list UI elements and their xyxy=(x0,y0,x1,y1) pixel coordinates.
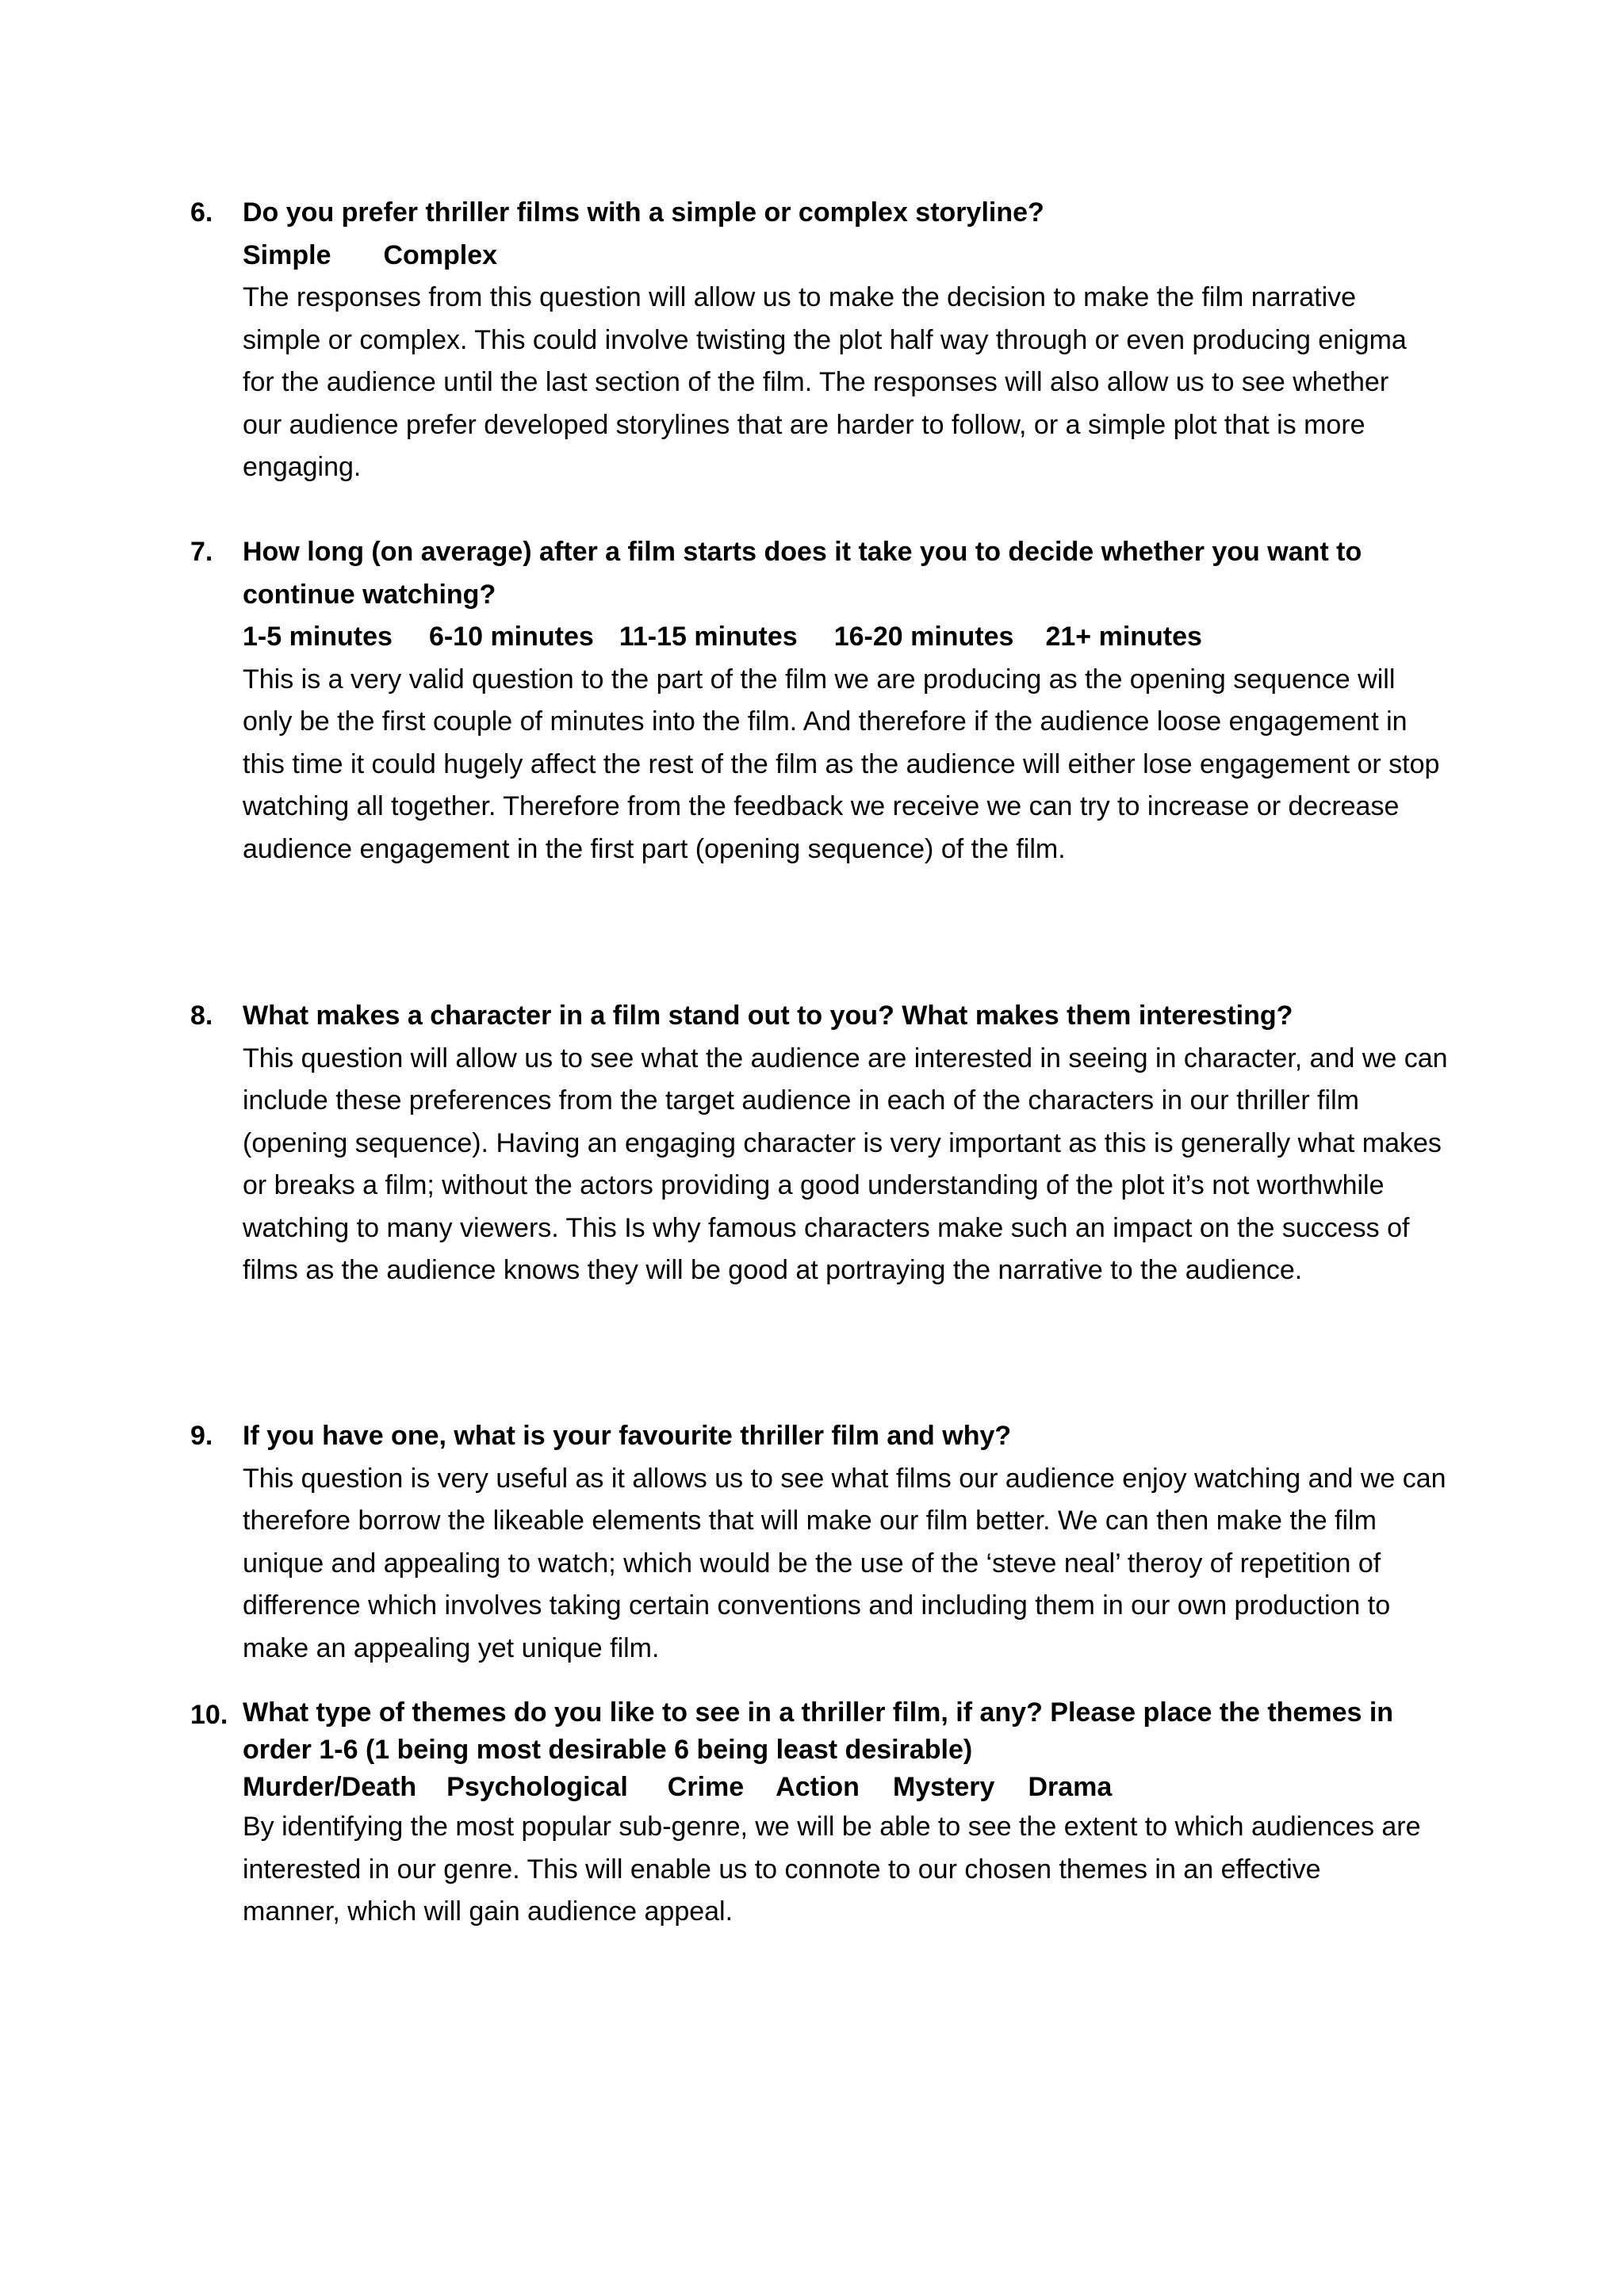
question-7 xyxy=(190,531,1448,871)
option-16-20-minutes: 16-20 minutes xyxy=(833,622,1014,652)
option-6-10-minutes: 6-10 minutes xyxy=(428,622,594,652)
question-number: 7. xyxy=(190,537,213,567)
question-title: What makes a character in a film stand out to you? What makes them interesting? xyxy=(243,1001,1293,1031)
option-drama: Drama xyxy=(1028,1772,1113,1802)
question-9 xyxy=(190,1415,1448,1670)
question-6 xyxy=(190,192,1448,489)
answer-options xyxy=(243,616,1448,659)
option-action: Action xyxy=(776,1772,860,1802)
question-number: 9. xyxy=(190,1421,213,1451)
question-explanation: The responses from this question will allow us to make the decision to make the film narrative simple or complex. This could involve twisting the plot half way through or even producing enigma for the audience until the last section of the film. The responses will also allow us to see whether our audience prefer developed storylines that are harder to follow, or a simple plot that is more engaging. xyxy=(243,282,1407,482)
option-simple: Simple xyxy=(243,239,331,270)
answer-options xyxy=(243,235,1448,277)
question-number: 10. xyxy=(190,1700,228,1730)
option-murder-death: Murder/Death xyxy=(243,1772,417,1802)
option-crime: Crime xyxy=(667,1772,745,1802)
question-number: 6. xyxy=(190,197,213,228)
question-title: What type of themes do you like to see in a thriller film, if any? Please place the themes in order 1-6 (1 being most desirable 6 being least desirable) xyxy=(243,1697,1394,1765)
question-explanation: This question is very useful as it allows us to see what films our audience enjoy watching and we can therefore borrow the likeable elements that will make our film better. We can then make the film unique and appealing to watch; which would be the use of the ‘steve neal’ theroy of repetition of difference which involves taking certain conventions and including them in our own production to make an appealing yet unique film. xyxy=(243,1463,1446,1663)
option-1-5-minutes: 1-5 minutes xyxy=(243,622,393,652)
answer-options xyxy=(243,1769,1448,1806)
question-explanation: This is a very valid question to the part of the film we are producing as the opening sequence will only be the first couple of minutes into the film. And therefore if the audience loose engagement in this time it could hugely affect the rest of the film as the audience will either lose engagement or stop watching all together. Therefore from the feedback we receive we can try to increase or decrease audience engagement in the first part (opening sequence) of the film. xyxy=(243,664,1440,864)
option-psychological: Psychological xyxy=(446,1772,628,1802)
question-title: How long (on average) after a film starts does it take you to decide whether you want to continue watching? xyxy=(243,537,1362,610)
option-mystery: Mystery xyxy=(892,1772,995,1802)
option-11-15-minutes: 11-15 minutes xyxy=(619,622,798,652)
question-explanation: By identifying the most popular sub-genre, we will be able to see the extent to which audiences are interested in our genre. This will enable us to connote to our chosen themes in an effective manner, which will gain audience appeal. xyxy=(243,1812,1421,1927)
option-21-plus-minutes: 21+ minutes xyxy=(1045,622,1202,652)
question-number: 8. xyxy=(190,1001,213,1031)
option-complex: Complex xyxy=(383,239,498,270)
question-10 xyxy=(190,1694,1448,1934)
question-title: If you have one, what is your favourite thriller film and why? xyxy=(243,1421,1012,1451)
question-title: Do you prefer thriller films with a simple or complex storyline? xyxy=(243,197,1044,228)
question-explanation: This question will allow us to see what the audience are interested in seeing in character, and we can include these preferences from the target audience in each of the characters in our thriller film (opening sequence). Having an engaging character is very important as this is generally what makes or breaks a film; without the actors providing a good understanding of the plot it’s not worthwhile watching to many viewers. This Is why famous characters make such an impact on the success of films as the audience knows they will be good at portraying the narrative to the audience. xyxy=(243,1043,1448,1285)
question-8 xyxy=(190,995,1448,1292)
